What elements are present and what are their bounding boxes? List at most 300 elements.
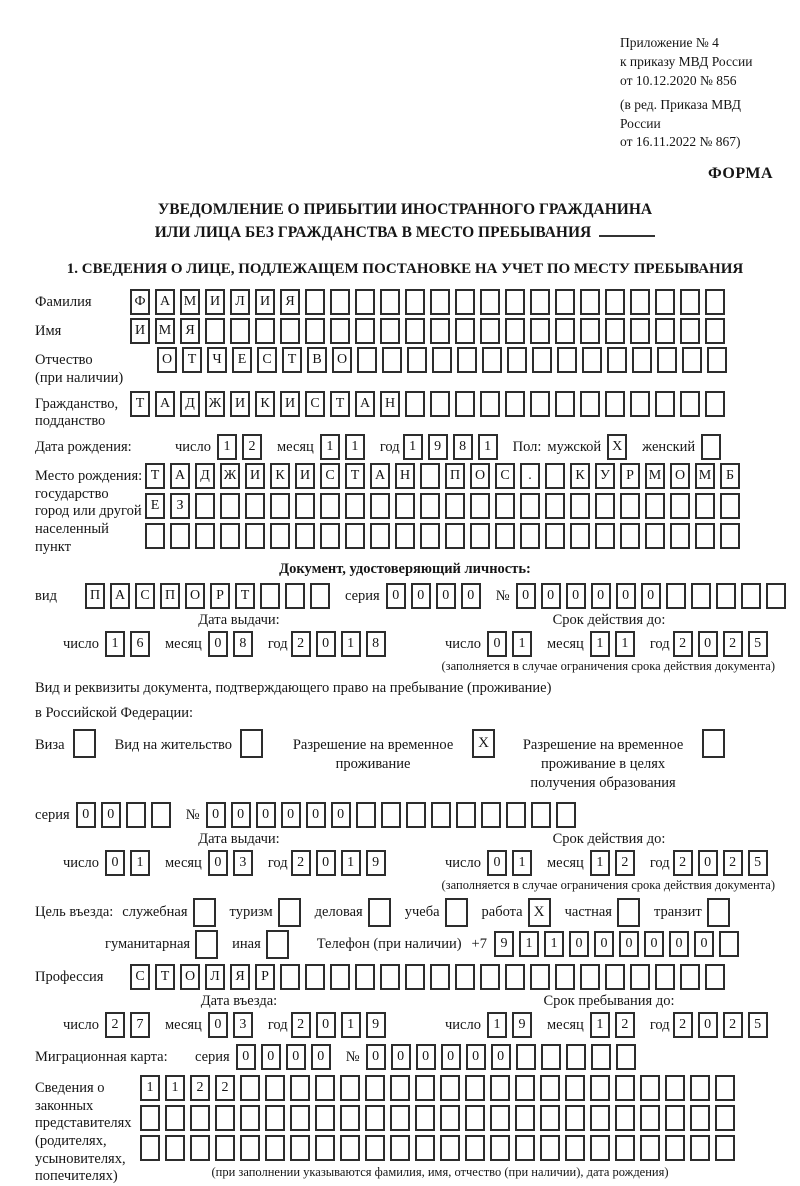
- birth-place-char-box[interactable]: [645, 523, 665, 549]
- representative-char-box[interactable]: [490, 1135, 510, 1161]
- representative-char-box[interactable]: [440, 1075, 460, 1101]
- phone-digit-box[interactable]: 0: [694, 931, 714, 957]
- firstname-char-box[interactable]: [305, 318, 325, 344]
- firstname-char-box[interactable]: [430, 318, 450, 344]
- representative-char-box[interactable]: [590, 1075, 610, 1101]
- residence-number-box[interactable]: 0: [281, 802, 301, 828]
- stay-day-box[interactable]: 1: [487, 1012, 507, 1038]
- citizenship-char-box[interactable]: [605, 391, 625, 417]
- representative-char-box[interactable]: [390, 1075, 410, 1101]
- surname-char-box[interactable]: А: [155, 289, 175, 315]
- birth-place-char-box[interactable]: [720, 523, 740, 549]
- birth-place-char-box[interactable]: [495, 493, 515, 519]
- profession-char-box[interactable]: [555, 964, 575, 990]
- representative-char-box[interactable]: [315, 1135, 335, 1161]
- issue-day-box[interactable]: 1: [105, 631, 125, 657]
- birth-place-char-box[interactable]: [645, 493, 665, 519]
- valid-month-box[interactable]: 1: [590, 850, 610, 876]
- issue-year-box[interactable]: 1: [341, 631, 361, 657]
- birth-place-char-box[interactable]: [445, 523, 465, 549]
- purpose-business-checkbox[interactable]: [368, 898, 391, 927]
- doc-number-box[interactable]: 0: [616, 583, 636, 609]
- doc-kind-char-box[interactable]: [285, 583, 305, 609]
- surname-char-box[interactable]: [330, 289, 350, 315]
- birth-place-char-box[interactable]: Т: [145, 463, 165, 489]
- firstname-char-box[interactable]: М: [155, 318, 175, 344]
- representative-char-box[interactable]: [715, 1075, 735, 1101]
- birth-place-char-box[interactable]: [620, 493, 640, 519]
- profession-char-box[interactable]: [380, 964, 400, 990]
- purpose-other-checkbox[interactable]: [266, 930, 289, 959]
- birth-place-char-box[interactable]: К: [270, 463, 290, 489]
- birth-place-char-box[interactable]: О: [470, 463, 490, 489]
- birth-year-box[interactable]: 8: [453, 434, 473, 460]
- firstname-char-box[interactable]: [555, 318, 575, 344]
- representative-char-box[interactable]: [240, 1075, 260, 1101]
- representative-char-box[interactable]: [490, 1075, 510, 1101]
- representative-char-box[interactable]: [415, 1135, 435, 1161]
- birth-year-box[interactable]: 1: [403, 434, 423, 460]
- temporary-residence-education-checkbox[interactable]: [702, 729, 725, 758]
- residence-number-box[interactable]: [406, 802, 426, 828]
- surname-char-box[interactable]: [380, 289, 400, 315]
- birth-place-char-box[interactable]: Е: [145, 493, 165, 519]
- firstname-char-box[interactable]: [230, 318, 250, 344]
- stay-year-box[interactable]: 0: [698, 1012, 718, 1038]
- birth-day-box[interactable]: 2: [242, 434, 262, 460]
- representative-char-box[interactable]: [715, 1105, 735, 1131]
- phone-digit-box[interactable]: 0: [644, 931, 664, 957]
- patronymic-char-box[interactable]: О: [157, 347, 177, 373]
- profession-char-box[interactable]: [505, 964, 525, 990]
- surname-char-box[interactable]: Я: [280, 289, 300, 315]
- birth-place-char-box[interactable]: А: [370, 463, 390, 489]
- firstname-char-box[interactable]: И: [130, 318, 150, 344]
- issue-month-box[interactable]: 0: [208, 631, 228, 657]
- birth-place-char-box[interactable]: [370, 493, 390, 519]
- residence-number-box[interactable]: 0: [331, 802, 351, 828]
- representative-char-box[interactable]: [240, 1105, 260, 1131]
- residence-number-box[interactable]: [506, 802, 526, 828]
- patronymic-char-box[interactable]: [532, 347, 552, 373]
- representative-char-box[interactable]: [265, 1135, 285, 1161]
- residence-number-box[interactable]: [456, 802, 476, 828]
- issue-month-box[interactable]: 3: [233, 850, 253, 876]
- birth-place-char-box[interactable]: [220, 523, 240, 549]
- patronymic-char-box[interactable]: [407, 347, 427, 373]
- birth-place-char-box[interactable]: С: [320, 463, 340, 489]
- issue-year-box[interactable]: 0: [316, 850, 336, 876]
- citizenship-char-box[interactable]: [505, 391, 525, 417]
- purpose-transit-checkbox[interactable]: [707, 898, 730, 927]
- patronymic-char-box[interactable]: [607, 347, 627, 373]
- birth-place-char-box[interactable]: Н: [395, 463, 415, 489]
- representative-char-box[interactable]: [715, 1135, 735, 1161]
- issue-year-box[interactable]: 2: [291, 631, 311, 657]
- representative-char-box[interactable]: [415, 1075, 435, 1101]
- surname-char-box[interactable]: [705, 289, 725, 315]
- surname-char-box[interactable]: И: [205, 289, 225, 315]
- phone-digit-box[interactable]: [719, 931, 739, 957]
- birth-place-char-box[interactable]: Д: [195, 463, 215, 489]
- firstname-char-box[interactable]: [255, 318, 275, 344]
- stay-year-box[interactable]: 2: [723, 1012, 743, 1038]
- valid-year-box[interactable]: 5: [748, 631, 768, 657]
- birth-year-box[interactable]: 9: [428, 434, 448, 460]
- birth-place-char-box[interactable]: [395, 523, 415, 549]
- profession-char-box[interactable]: [605, 964, 625, 990]
- birth-place-char-box[interactable]: [395, 493, 415, 519]
- purpose-humanitarian-checkbox[interactable]: [195, 930, 218, 959]
- representative-char-box[interactable]: [315, 1075, 335, 1101]
- citizenship-char-box[interactable]: А: [155, 391, 175, 417]
- doc-series-box[interactable]: 0: [411, 583, 431, 609]
- stay-month-box[interactable]: 1: [590, 1012, 610, 1038]
- birth-place-char-box[interactable]: [270, 523, 290, 549]
- doc-series-box[interactable]: 0: [436, 583, 456, 609]
- representative-char-box[interactable]: [315, 1105, 335, 1131]
- birth-place-char-box[interactable]: П: [445, 463, 465, 489]
- doc-kind-char-box[interactable]: П: [85, 583, 105, 609]
- birth-month-box[interactable]: 1: [320, 434, 340, 460]
- doc-series-box[interactable]: 0: [461, 583, 481, 609]
- birth-place-char-box[interactable]: .: [520, 463, 540, 489]
- representative-char-box[interactable]: [190, 1135, 210, 1161]
- citizenship-char-box[interactable]: [405, 391, 425, 417]
- birth-place-char-box[interactable]: [270, 493, 290, 519]
- patronymic-char-box[interactable]: [707, 347, 727, 373]
- doc-kind-char-box[interactable]: [310, 583, 330, 609]
- birth-place-char-box[interactable]: И: [245, 463, 265, 489]
- patronymic-char-box[interactable]: [357, 347, 377, 373]
- surname-char-box[interactable]: [630, 289, 650, 315]
- doc-kind-char-box[interactable]: А: [110, 583, 130, 609]
- profession-char-box[interactable]: С: [130, 964, 150, 990]
- issue-year-box[interactable]: 8: [366, 631, 386, 657]
- doc-kind-char-box[interactable]: О: [185, 583, 205, 609]
- profession-char-box[interactable]: [430, 964, 450, 990]
- surname-char-box[interactable]: [580, 289, 600, 315]
- citizenship-char-box[interactable]: А: [355, 391, 375, 417]
- birth-place-char-box[interactable]: А: [170, 463, 190, 489]
- representative-char-box[interactable]: [415, 1105, 435, 1131]
- birth-place-char-box[interactable]: [420, 463, 440, 489]
- surname-char-box[interactable]: Л: [230, 289, 250, 315]
- representative-char-box[interactable]: 2: [190, 1075, 210, 1101]
- representative-char-box[interactable]: [340, 1135, 360, 1161]
- birth-place-char-box[interactable]: [720, 493, 740, 519]
- residence-series-box[interactable]: [151, 802, 171, 828]
- birth-place-char-box[interactable]: [220, 493, 240, 519]
- migration-number-box[interactable]: 0: [491, 1044, 511, 1070]
- migration-number-box[interactable]: [616, 1044, 636, 1070]
- birth-place-char-box[interactable]: [570, 523, 590, 549]
- surname-char-box[interactable]: [655, 289, 675, 315]
- phone-digit-box[interactable]: 0: [619, 931, 639, 957]
- patronymic-char-box[interactable]: Т: [182, 347, 202, 373]
- profession-char-box[interactable]: Я: [230, 964, 250, 990]
- representative-char-box[interactable]: [690, 1075, 710, 1101]
- birth-place-char-box[interactable]: [620, 523, 640, 549]
- firstname-char-box[interactable]: [205, 318, 225, 344]
- patronymic-char-box[interactable]: [432, 347, 452, 373]
- birth-place-char-box[interactable]: [520, 493, 540, 519]
- valid-month-box[interactable]: 1: [590, 631, 610, 657]
- representative-char-box[interactable]: [540, 1135, 560, 1161]
- firstname-char-box[interactable]: [705, 318, 725, 344]
- profession-char-box[interactable]: [580, 964, 600, 990]
- birth-place-char-box[interactable]: [495, 523, 515, 549]
- phone-digit-box[interactable]: 1: [519, 931, 539, 957]
- birth-place-char-box[interactable]: [545, 493, 565, 519]
- phone-digit-box[interactable]: 1: [544, 931, 564, 957]
- birth-month-box[interactable]: 1: [345, 434, 365, 460]
- firstname-char-box[interactable]: [505, 318, 525, 344]
- firstname-char-box[interactable]: [355, 318, 375, 344]
- citizenship-char-box[interactable]: С: [305, 391, 325, 417]
- migration-series-box[interactable]: 0: [286, 1044, 306, 1070]
- birth-place-char-box[interactable]: [520, 523, 540, 549]
- birth-place-char-box[interactable]: М: [695, 463, 715, 489]
- valid-year-box[interactable]: 2: [673, 631, 693, 657]
- representative-char-box[interactable]: [165, 1135, 185, 1161]
- residence-permit-checkbox[interactable]: [240, 729, 263, 758]
- representative-char-box[interactable]: [640, 1075, 660, 1101]
- profession-char-box[interactable]: [530, 964, 550, 990]
- residence-series-box[interactable]: 0: [101, 802, 121, 828]
- representative-char-box[interactable]: [565, 1135, 585, 1161]
- representative-char-box[interactable]: [365, 1135, 385, 1161]
- birth-place-char-box[interactable]: [345, 523, 365, 549]
- birth-place-char-box[interactable]: У: [595, 463, 615, 489]
- citizenship-char-box[interactable]: К: [255, 391, 275, 417]
- representative-char-box[interactable]: [540, 1075, 560, 1101]
- issue-day-box[interactable]: 6: [130, 631, 150, 657]
- patronymic-char-box[interactable]: [382, 347, 402, 373]
- citizenship-char-box[interactable]: [630, 391, 650, 417]
- citizenship-char-box[interactable]: Т: [130, 391, 150, 417]
- birth-place-char-box[interactable]: [570, 493, 590, 519]
- representative-char-box[interactable]: [565, 1105, 585, 1131]
- representative-char-box[interactable]: [265, 1105, 285, 1131]
- profession-char-box[interactable]: [355, 964, 375, 990]
- purpose-private-checkbox[interactable]: [617, 898, 640, 927]
- patronymic-char-box[interactable]: Е: [232, 347, 252, 373]
- doc-number-box[interactable]: [766, 583, 786, 609]
- stay-day-box[interactable]: 9: [512, 1012, 532, 1038]
- patronymic-char-box[interactable]: О: [332, 347, 352, 373]
- representative-char-box[interactable]: [265, 1075, 285, 1101]
- residence-series-box[interactable]: 0: [76, 802, 96, 828]
- profession-char-box[interactable]: О: [180, 964, 200, 990]
- birth-place-char-box[interactable]: [170, 523, 190, 549]
- birth-place-char-box[interactable]: [420, 493, 440, 519]
- birth-place-char-box[interactable]: И: [295, 463, 315, 489]
- birth-place-char-box[interactable]: М: [645, 463, 665, 489]
- male-checkbox[interactable]: X: [607, 434, 627, 460]
- entry-month-box[interactable]: 0: [208, 1012, 228, 1038]
- citizenship-char-box[interactable]: [580, 391, 600, 417]
- representative-char-box[interactable]: [515, 1105, 535, 1131]
- visa-checkbox[interactable]: [73, 729, 96, 758]
- birth-place-char-box[interactable]: [545, 463, 565, 489]
- patronymic-char-box[interactable]: Ч: [207, 347, 227, 373]
- representative-char-box[interactable]: [465, 1135, 485, 1161]
- birth-place-char-box[interactable]: О: [670, 463, 690, 489]
- doc-number-box[interactable]: 0: [541, 583, 561, 609]
- patronymic-char-box[interactable]: Т: [282, 347, 302, 373]
- issue-year-box[interactable]: 1: [341, 850, 361, 876]
- representative-char-box[interactable]: [190, 1105, 210, 1131]
- surname-char-box[interactable]: [605, 289, 625, 315]
- phone-digit-box[interactable]: 0: [569, 931, 589, 957]
- representative-char-box[interactable]: 1: [140, 1075, 160, 1101]
- representative-char-box[interactable]: [465, 1105, 485, 1131]
- birth-place-char-box[interactable]: [670, 493, 690, 519]
- migration-series-box[interactable]: 0: [311, 1044, 331, 1070]
- residence-number-box[interactable]: [531, 802, 551, 828]
- surname-char-box[interactable]: [530, 289, 550, 315]
- representative-char-box[interactable]: [540, 1105, 560, 1131]
- entry-year-box[interactable]: 9: [366, 1012, 386, 1038]
- representative-char-box[interactable]: [590, 1135, 610, 1161]
- representative-char-box[interactable]: [290, 1075, 310, 1101]
- doc-number-box[interactable]: [666, 583, 686, 609]
- doc-kind-char-box[interactable]: [260, 583, 280, 609]
- birth-place-char-box[interactable]: [420, 523, 440, 549]
- surname-char-box[interactable]: [305, 289, 325, 315]
- citizenship-char-box[interactable]: [430, 391, 450, 417]
- birth-place-char-box[interactable]: [295, 493, 315, 519]
- migration-number-box[interactable]: [516, 1044, 536, 1070]
- valid-month-box[interactable]: 2: [615, 850, 635, 876]
- citizenship-char-box[interactable]: И: [280, 391, 300, 417]
- citizenship-char-box[interactable]: [655, 391, 675, 417]
- firstname-char-box[interactable]: [655, 318, 675, 344]
- issue-month-box[interactable]: 0: [208, 850, 228, 876]
- birth-place-char-box[interactable]: [245, 493, 265, 519]
- migration-number-box[interactable]: [591, 1044, 611, 1070]
- patronymic-char-box[interactable]: С: [257, 347, 277, 373]
- profession-char-box[interactable]: Т: [155, 964, 175, 990]
- patronymic-char-box[interactable]: [682, 347, 702, 373]
- doc-number-box[interactable]: 0: [641, 583, 661, 609]
- purpose-official-checkbox[interactable]: [193, 898, 216, 927]
- citizenship-char-box[interactable]: [480, 391, 500, 417]
- representative-char-box[interactable]: [290, 1135, 310, 1161]
- entry-year-box[interactable]: 0: [316, 1012, 336, 1038]
- entry-day-box[interactable]: 7: [130, 1012, 150, 1038]
- representative-char-box[interactable]: [690, 1105, 710, 1131]
- issue-day-box[interactable]: 0: [105, 850, 125, 876]
- surname-char-box[interactable]: И: [255, 289, 275, 315]
- surname-char-box[interactable]: Ф: [130, 289, 150, 315]
- representative-char-box[interactable]: [640, 1135, 660, 1161]
- valid-day-box[interactable]: 1: [512, 631, 532, 657]
- representative-char-box[interactable]: [340, 1105, 360, 1131]
- entry-year-box[interactable]: 2: [291, 1012, 311, 1038]
- stay-year-box[interactable]: 2: [673, 1012, 693, 1038]
- residence-number-box[interactable]: [431, 802, 451, 828]
- patronymic-char-box[interactable]: [582, 347, 602, 373]
- firstname-char-box[interactable]: [330, 318, 350, 344]
- purpose-work-checkbox[interactable]: X: [528, 898, 551, 927]
- birth-place-char-box[interactable]: [320, 493, 340, 519]
- stay-month-box[interactable]: 2: [615, 1012, 635, 1038]
- valid-day-box[interactable]: 0: [487, 631, 507, 657]
- migration-number-box[interactable]: [541, 1044, 561, 1070]
- birth-place-char-box[interactable]: [470, 523, 490, 549]
- residence-number-box[interactable]: 0: [231, 802, 251, 828]
- doc-number-box[interactable]: 0: [516, 583, 536, 609]
- migration-series-box[interactable]: 0: [261, 1044, 281, 1070]
- birth-place-char-box[interactable]: [595, 493, 615, 519]
- issue-year-box[interactable]: 2: [291, 850, 311, 876]
- representative-char-box[interactable]: [340, 1075, 360, 1101]
- entry-month-box[interactable]: 3: [233, 1012, 253, 1038]
- birth-place-char-box[interactable]: [145, 523, 165, 549]
- stay-year-box[interactable]: 5: [748, 1012, 768, 1038]
- residence-series-box[interactable]: [126, 802, 146, 828]
- migration-number-box[interactable]: 0: [466, 1044, 486, 1070]
- residence-number-box[interactable]: [556, 802, 576, 828]
- citizenship-char-box[interactable]: Д: [180, 391, 200, 417]
- migration-series-box[interactable]: 0: [236, 1044, 256, 1070]
- birth-place-char-box[interactable]: [295, 523, 315, 549]
- profession-char-box[interactable]: [280, 964, 300, 990]
- valid-day-box[interactable]: 1: [512, 850, 532, 876]
- representative-char-box[interactable]: [615, 1105, 635, 1131]
- valid-month-box[interactable]: 1: [615, 631, 635, 657]
- patronymic-char-box[interactable]: [457, 347, 477, 373]
- doc-kind-char-box[interactable]: П: [160, 583, 180, 609]
- residence-number-box[interactable]: 0: [306, 802, 326, 828]
- surname-char-box[interactable]: [680, 289, 700, 315]
- migration-number-box[interactable]: 0: [391, 1044, 411, 1070]
- representative-char-box[interactable]: [215, 1105, 235, 1131]
- firstname-char-box[interactable]: [605, 318, 625, 344]
- representative-char-box[interactable]: [440, 1135, 460, 1161]
- doc-number-box[interactable]: 0: [591, 583, 611, 609]
- birth-place-char-box[interactable]: З: [170, 493, 190, 519]
- representative-char-box[interactable]: [665, 1135, 685, 1161]
- patronymic-char-box[interactable]: [632, 347, 652, 373]
- firstname-char-box[interactable]: [630, 318, 650, 344]
- firstname-char-box[interactable]: [280, 318, 300, 344]
- birth-place-char-box[interactable]: [470, 493, 490, 519]
- representative-char-box[interactable]: [665, 1075, 685, 1101]
- representative-char-box[interactable]: [640, 1105, 660, 1131]
- surname-char-box[interactable]: [430, 289, 450, 315]
- doc-number-box[interactable]: [691, 583, 711, 609]
- birth-place-char-box[interactable]: Т: [345, 463, 365, 489]
- representative-char-box[interactable]: [240, 1135, 260, 1161]
- citizenship-char-box[interactable]: Т: [330, 391, 350, 417]
- phone-digit-box[interactable]: 0: [594, 931, 614, 957]
- birth-place-char-box[interactable]: [695, 523, 715, 549]
- residence-number-box[interactable]: 0: [206, 802, 226, 828]
- representative-char-box[interactable]: [565, 1075, 585, 1101]
- female-checkbox[interactable]: [701, 434, 721, 460]
- representative-char-box[interactable]: 1: [165, 1075, 185, 1101]
- firstname-char-box[interactable]: [530, 318, 550, 344]
- migration-number-box[interactable]: 0: [366, 1044, 386, 1070]
- migration-number-box[interactable]: 0: [441, 1044, 461, 1070]
- doc-kind-char-box[interactable]: С: [135, 583, 155, 609]
- doc-number-box[interactable]: [716, 583, 736, 609]
- firstname-char-box[interactable]: [680, 318, 700, 344]
- purpose-study-checkbox[interactable]: [445, 898, 468, 927]
